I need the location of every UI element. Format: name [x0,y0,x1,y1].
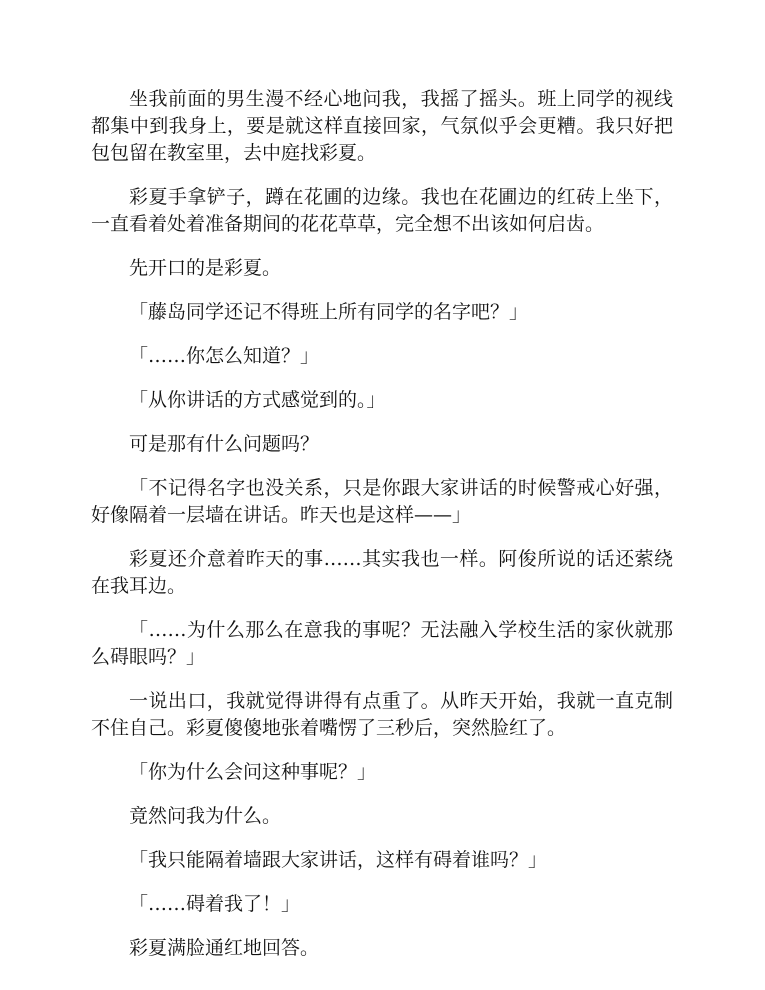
document-page [91,86,673,979]
paragraph: 「……碍着我了！」 [129,893,301,915]
paragraph: 竟然问我为什么。 [129,805,282,827]
paragraph: 彩夏满脸通红地回答。 [129,937,320,959]
paragraph: 彩夏手拿铲子，蹲在花圃的边缘。我也在花圃边的红砖上坐下，一直看着处着准备期间的花花草草，完全想不出该如何启齿。 [91,186,673,235]
paragraph: 「我只能隔着墙跟大家讲话，这样有碍着谁吗？」 [129,849,548,871]
paragraph: 先开口的是彩夏。 [129,257,282,279]
paragraph: 可是那有什么问题吗？ [129,433,320,455]
paragraph: 「……为什么那么在意我的事呢？无法融入学校生活的家伙就那么碍眼吗？」 [91,619,673,668]
paragraph: 「你为什么会问这种事呢？」 [129,761,377,783]
paragraph: 一说出口，我就觉得讲得有点重了。从昨天开始，我就一直克制不住自己。彩夏傻傻地张着嘴愣了三秒后，突然脸红了。 [91,690,673,739]
paragraph: 彩夏还介意着昨天的事……其实我也一样。阿俊所说的话还萦绕在我耳边。 [91,548,673,597]
paragraph: 「……你怎么知道？」 [129,345,320,367]
paragraph: 坐我前面的男生漫不经心地问我，我摇了摇头。班上同学的视线都集中到我身上，要是就这样直接回家，气氛似乎会更糟。我只好把包包留在教室里，去中庭找彩夏。 [91,88,673,164]
paragraph: 「不记得名字也没关系，只是你跟大家讲话的时候警戒心好强，好像隔着一层墙在讲话。昨天也是这样——」 [91,477,673,526]
paragraph: 「从你讲话的方式感觉到的。」 [129,389,386,411]
paragraph: 「藤岛同学还记不得班上所有同学的名字吧？」 [129,301,529,323]
